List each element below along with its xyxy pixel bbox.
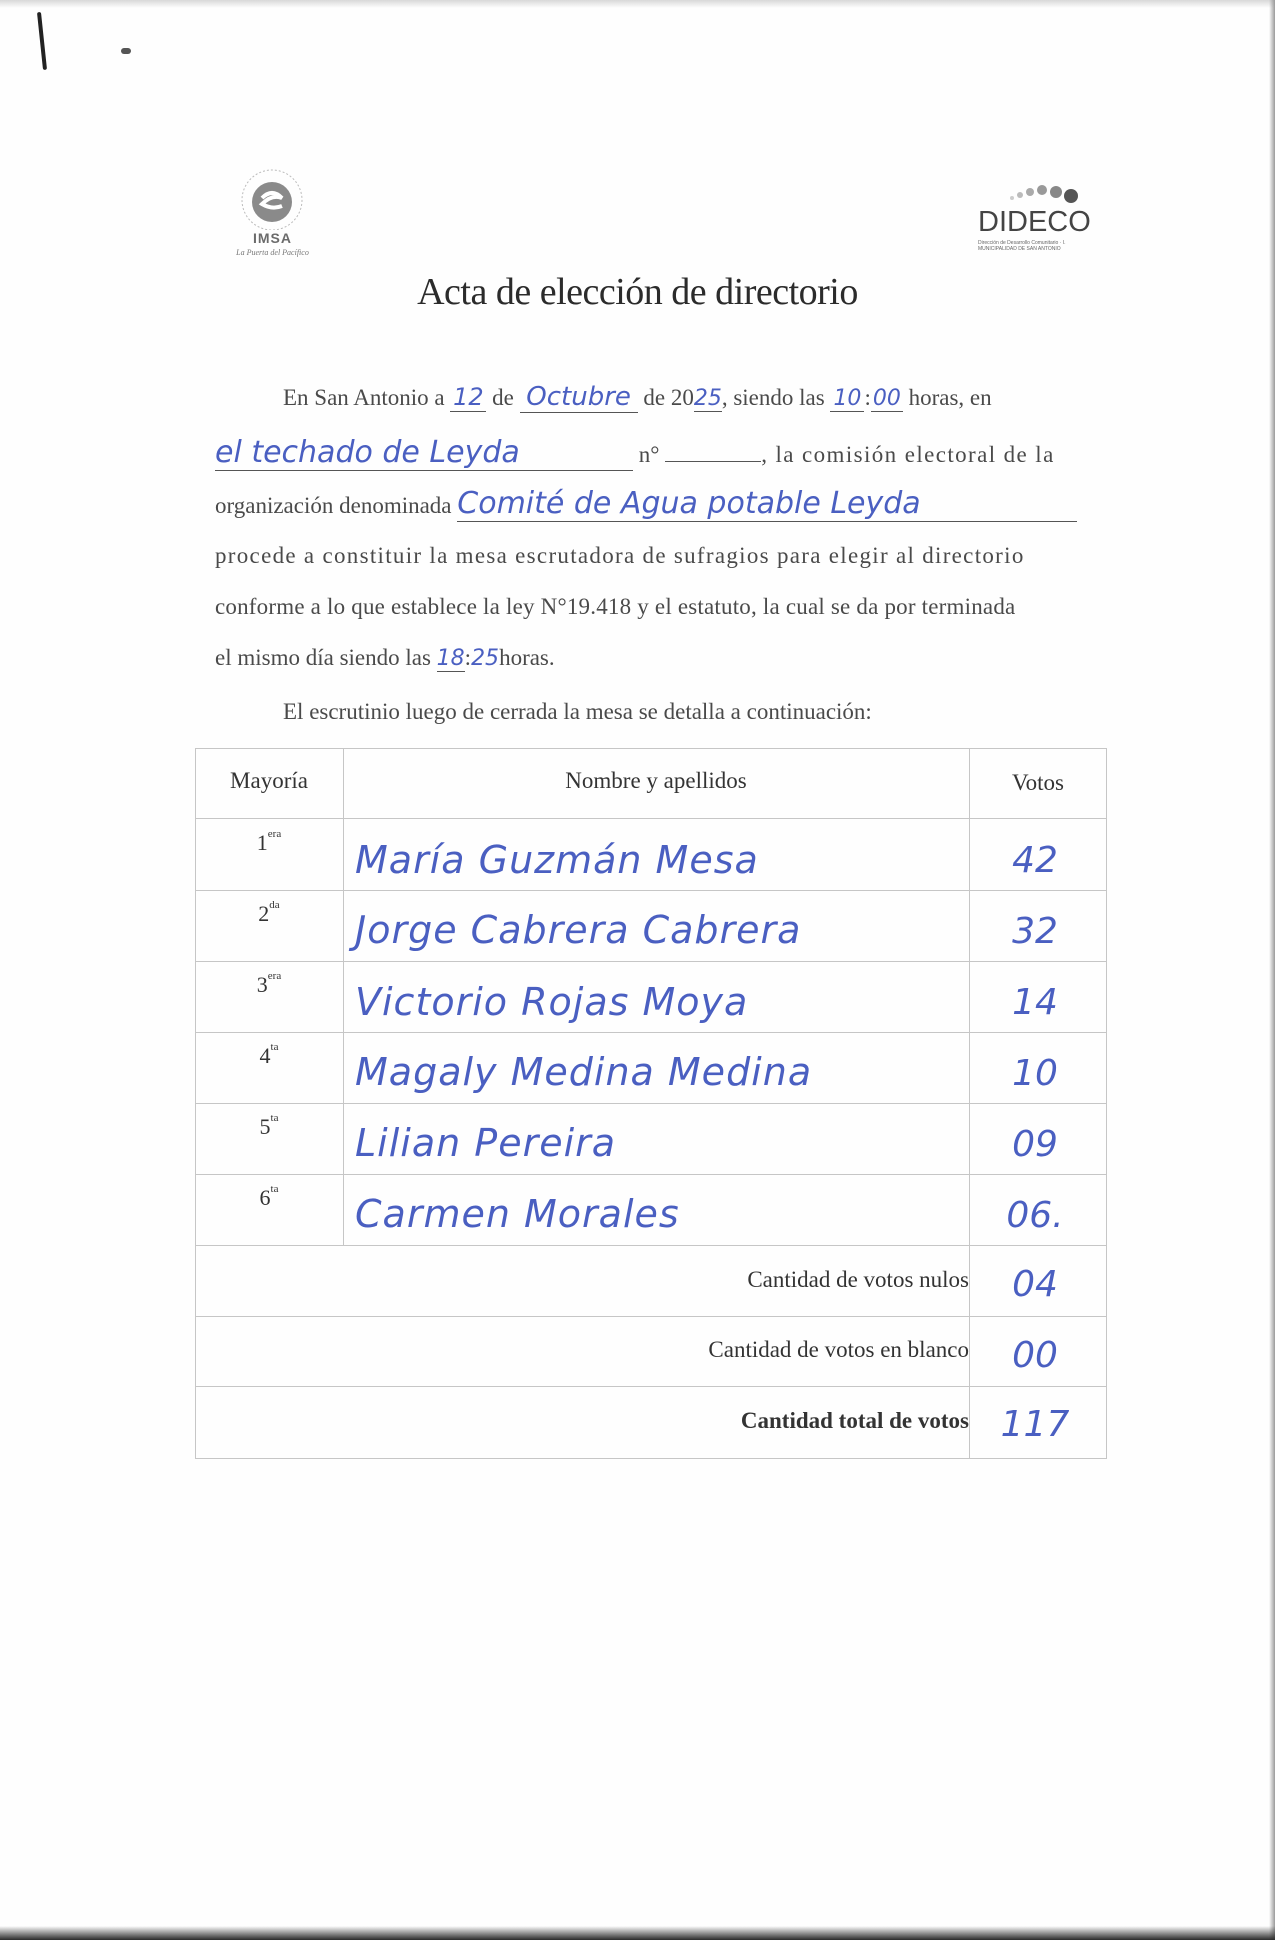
candidate-name: Carmen Morales (355, 1192, 680, 1236)
month-value: Octubre (520, 382, 638, 413)
intro-text: , la comisión electoral de la (761, 442, 1055, 467)
header-votes: Votos (1012, 770, 1064, 795)
org-name-value: Comité de Agua potable Leyda (457, 486, 1077, 522)
table-rule (195, 1316, 1107, 1317)
candidate-name: Lilian Pereira (355, 1121, 617, 1165)
dideco-logo-name: DIDECO (978, 206, 1091, 238)
candidate-votes: 06. (1006, 1195, 1064, 1236)
imsa-logo-tagline: La Puerta del Pacífico (236, 248, 309, 257)
intro-text: el mismo día siendo las (215, 645, 431, 670)
imsa-seal-icon (215, 160, 330, 230)
intro-text: horas, en (908, 385, 992, 410)
null-votes-value: 04 (1012, 1264, 1058, 1305)
table-rule (195, 818, 1107, 819)
time-colon: : (864, 385, 871, 410)
intro-text: organización denominada (215, 493, 452, 518)
intro-text: En San Antonio a (283, 385, 445, 410)
header-rank: Mayoría (230, 768, 308, 793)
intro-line-7: El escrutinio luego de cerrada la mesa se detalla a continuación: (283, 699, 872, 724)
table-rule (195, 1103, 1107, 1104)
rank-suffix: era (267, 970, 282, 982)
candidate-name: María Guzmán Mesa (355, 838, 759, 882)
end-minute-value: 25 (471, 646, 500, 671)
rank-number: 4 (259, 1043, 271, 1068)
candidate-name: Victorio Rojas Moya (355, 980, 749, 1024)
rank-number: 2 (258, 901, 270, 926)
imsa-logo-name: IMSA (253, 230, 292, 246)
intro-text: de 20 (643, 385, 694, 410)
rank-cell (199, 1185, 339, 1211)
candidate-name: Magaly Medina Medina (355, 1050, 813, 1094)
minute-value: 00 (872, 386, 901, 411)
rank-suffix: ta (270, 1112, 279, 1124)
table-rule (195, 890, 1107, 891)
results-table (195, 748, 1107, 1460)
rank-cell (199, 972, 339, 998)
header-name: Nombre y apellidos (565, 768, 747, 793)
candidate-votes: 14 (1012, 982, 1058, 1023)
rank-cell (199, 1043, 339, 1069)
table-rule (1106, 748, 1107, 1459)
document-title: Acta de elección de directorio (417, 271, 858, 313)
ink-spot (121, 48, 131, 54)
blank-votes-value: 00 (1012, 1335, 1058, 1376)
intro-line-4: procede a constituir la mesa escrutadora de sufragios para elegir al directorio (215, 543, 1025, 568)
place-value: el techado de Leyda (215, 435, 633, 471)
candidate-votes: 10 (1012, 1053, 1058, 1094)
time-colon: : (464, 645, 472, 670)
year-suffix-value: 25 (693, 386, 722, 411)
candidate-name: Jorge Cabrera Cabrera (355, 908, 802, 952)
intro-line-3 (215, 486, 1077, 522)
imsa-logo (215, 160, 330, 262)
rank-cell (199, 830, 339, 856)
hour-value: 10 (830, 386, 864, 412)
rank-suffix: ta (270, 1041, 279, 1053)
rank-number: 5 (259, 1114, 271, 1139)
table-rule (195, 1386, 1107, 1387)
rank-cell (199, 901, 339, 927)
table-rule (195, 748, 1107, 749)
scan-edge-top (0, 0, 1275, 8)
pen-mark (37, 12, 47, 70)
candidate-votes: 09 (1012, 1124, 1058, 1165)
candidate-votes: 42 (1012, 840, 1058, 881)
table-rule (195, 1032, 1107, 1033)
table-rule (195, 748, 196, 1459)
intro-text: n° (638, 442, 660, 467)
dideco-dots-icon (974, 180, 1094, 208)
table-rule (343, 748, 344, 1245)
table-rule (195, 1458, 1107, 1459)
rank-number: 3 (256, 972, 268, 997)
intro-line-6 (215, 645, 555, 672)
total-votes-label: Cantidad total de votos (740, 1408, 969, 1433)
intro-text: horas. (499, 645, 555, 670)
table-rule (195, 1174, 1107, 1175)
rank-suffix: era (267, 828, 282, 840)
intro-line-2 (215, 435, 1055, 471)
candidate-votes: 32 (1012, 911, 1058, 952)
total-votes-value: 117 (1000, 1404, 1070, 1445)
rank-number: 6 (259, 1185, 271, 1210)
number-value (665, 461, 761, 462)
rank-suffix: da (269, 899, 280, 911)
intro-line-1 (283, 382, 992, 413)
intro-line-5: conforme a lo que establece la ley N°19.418 y el estatuto, la cual se da por terminada (215, 594, 1016, 619)
dideco-logo (974, 180, 1094, 256)
table-rule (195, 1245, 1107, 1246)
rank-suffix: ta (270, 1183, 279, 1195)
intro-text: , siendo las (721, 385, 825, 410)
intro-text: de (492, 385, 514, 410)
dideco-logo-subtitle: Dirección de Desarrollo Comunitario · I. MUNICIPALIDAD DE SAN ANTONIO (978, 240, 1066, 252)
blank-votes-label: Cantidad de votos en blanco (708, 1337, 969, 1362)
scan-edge-bottom (0, 1926, 1275, 1940)
end-hour-value: 18 (436, 646, 465, 671)
rank-number: 1 (256, 830, 268, 855)
rank-cell (199, 1114, 339, 1140)
null-votes-label: Cantidad de votos nulos (747, 1267, 969, 1292)
day-value: 12 (450, 383, 486, 412)
table-rule (195, 961, 1107, 962)
